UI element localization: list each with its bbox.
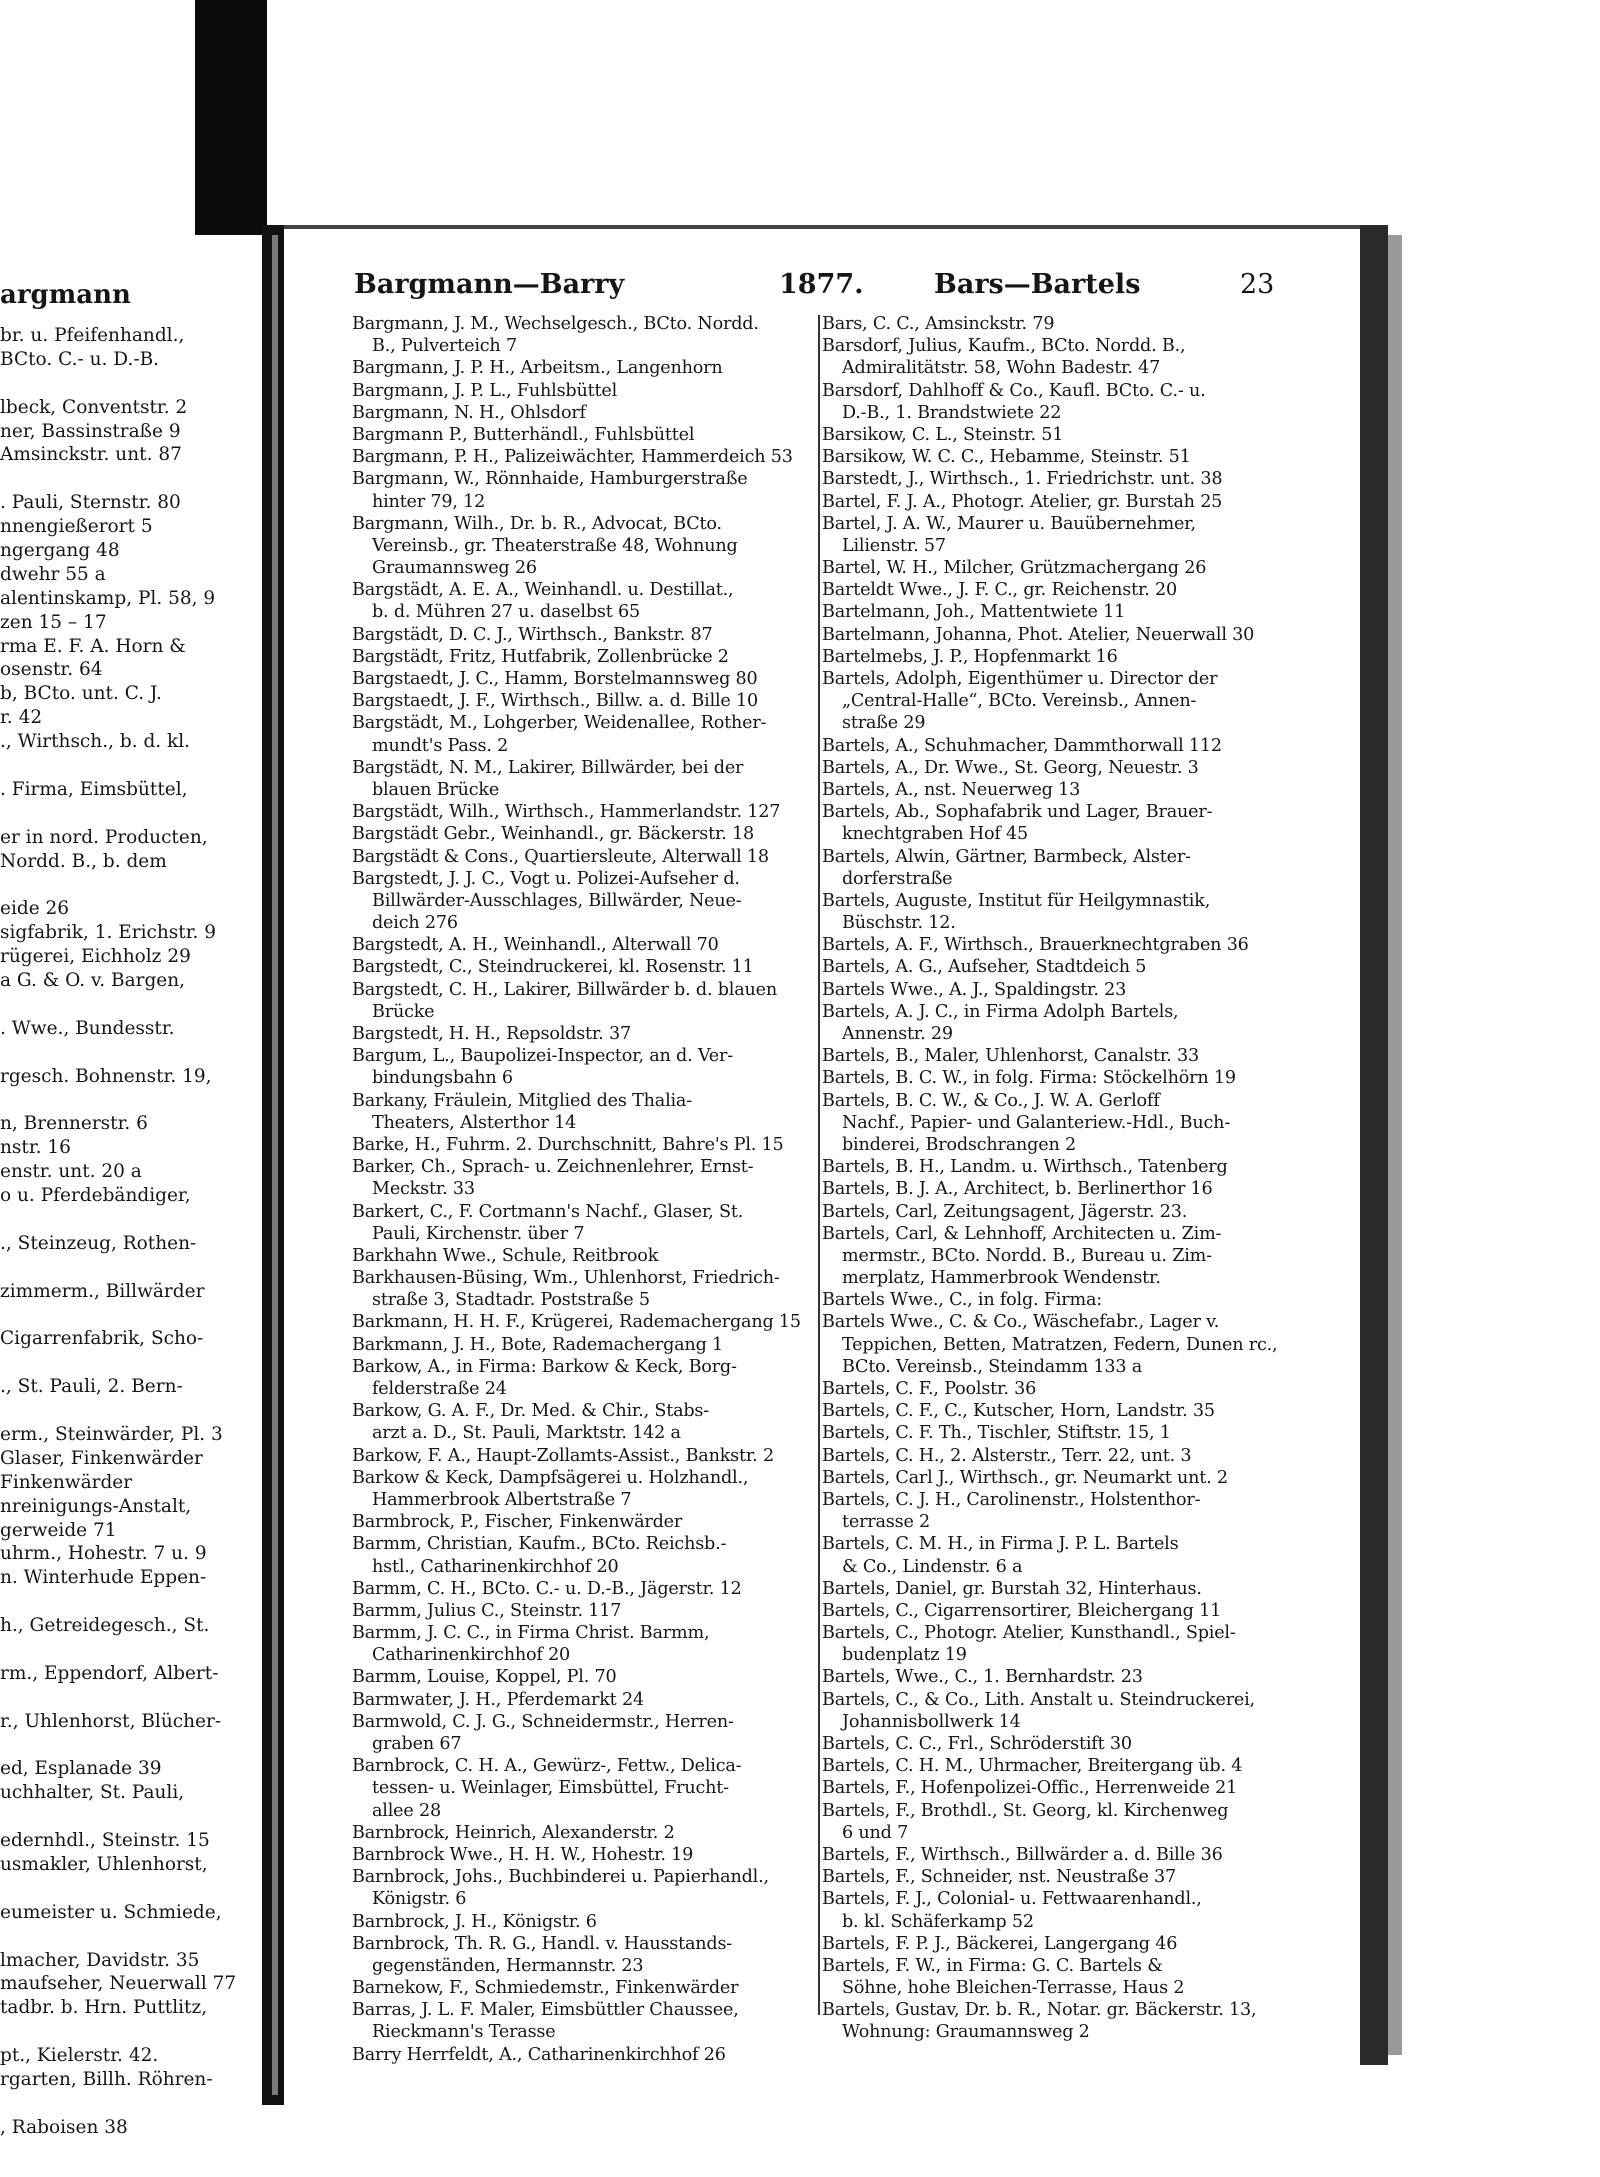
- left-page-line: lbeck, Conventstr. 2: [0, 396, 188, 418]
- left-page-line: nnengießerort 5: [0, 516, 153, 538]
- directory-entry-continuation: hinter 79, 12: [372, 491, 486, 512]
- directory-entry: Bargstedt, J. J. C., Vogt u. Polizei-Aufseher d.: [352, 868, 740, 889]
- directory-entry: Bartels, B. H., Landm. u. Wirthsch., Tatenberg: [822, 1157, 1228, 1178]
- left-page-line: sigfabrik, 1. Erichstr. 9: [0, 922, 217, 944]
- gutter-highlight: [272, 235, 278, 2095]
- directory-entry: Barkow, G. A. F., Dr. Med. & Chir., Stabs-: [352, 1401, 710, 1422]
- left-page-line: , Raboisen 38: [0, 2116, 128, 2138]
- column-divider: [818, 315, 820, 2015]
- directory-entry: Bartels, Auguste, Institut für Heilgymnastik,: [822, 890, 1211, 911]
- left-page-line: n. Winterhude Eppen-: [0, 1567, 207, 1589]
- page-right-edge: [1360, 225, 1388, 2065]
- directory-entry: Bargstedt, C. H., Lakirer, Billwärder b. d. blauen: [352, 979, 777, 1000]
- left-page-line: [0, 1686, 262, 1710]
- directory-entry: Bartels, C., Cigarrensortirer, Bleichergang 11: [822, 1600, 1222, 1621]
- directory-entry-continuation: „Central-Halle“, BCto. Vereinsb., Annen-: [842, 691, 1197, 712]
- directory-entry: Barnbrock Wwe., H. H. W., Hohestr. 19: [352, 1844, 694, 1865]
- left-page-line: rma E. F. A. Horn &: [0, 635, 186, 657]
- directory-entry: Bargmann, J. P. L., Fuhlsbüttel: [352, 380, 617, 401]
- left-page-line: a G. & O. v. Bargen,: [0, 970, 186, 992]
- directory-entry-continuation: graben 67: [372, 1734, 462, 1754]
- directory-entry: Barkany, Fräulein, Mitglied des Thalia-: [352, 1090, 692, 1111]
- directory-entry-continuation: binderei, Brodschrangen 2: [842, 1134, 1076, 1155]
- directory-entry: Barkhahn Wwe., Schule, Reitbrook: [352, 1245, 659, 1266]
- directory-entry-continuation: Königstr. 6: [372, 1889, 467, 1910]
- directory-page: [284, 229, 1360, 2099]
- left-page-line: uhrm., Hohestr. 7 u. 9: [0, 1543, 207, 1565]
- directory-entry-continuation: Catharinenkirchhof 20: [372, 1645, 571, 1666]
- directory-entry: Bartels, C., Photogr. Atelier, Kunsthandl., Spiel-: [822, 1623, 1236, 1644]
- directory-entry-continuation: deich 276: [372, 913, 458, 934]
- directory-entry: Bartels Wwe., A. J., Spaldingstr. 23: [822, 979, 1127, 1000]
- directory-entry: Bargstädt, D. C. J., Wirthsch., Bankstr. 87: [352, 624, 713, 645]
- directory-entry: Bartels, C. F., Poolstr. 36: [822, 1379, 1037, 1399]
- directory-entry: Barkmann, H. H. F., Krügerei, Rademachergang 15: [352, 1312, 801, 1333]
- directory-entry-continuation: 6 und 7: [842, 1822, 909, 1843]
- directory-entry: Bargstädt, Wilh., Wirthsch., Hammerlandstr. 127: [352, 802, 781, 823]
- directory-entry: Bartels Wwe., C. & Co., Wäschefabr., Lager v.: [822, 1312, 1220, 1333]
- left-page-line: [0, 1351, 262, 1375]
- directory-entry: Bartel, J. A. W., Maurer u. Bauübernehmer,: [822, 513, 1196, 534]
- directory-entry: Bargstädt & Cons., Quartiersleute, Alterwall 18: [352, 846, 769, 867]
- directory-entry: Barsikow, W. C. C., Hebamme, Steinstr. 51: [822, 447, 1191, 468]
- left-page-line: [0, 467, 262, 491]
- left-page-line: alentinskamp, Pl. 58, 9: [0, 587, 216, 609]
- directory-entry: Bars, C. C., Amsinckstr. 79: [822, 314, 1055, 334]
- directory-entry-continuation: BCto. Vereinsb., Steindamm 133 a: [842, 1356, 1143, 1377]
- left-page-line: [0, 1041, 262, 1065]
- left-page-line: rm., Eppendorf, Albert-: [0, 1662, 219, 1684]
- directory-entry: Bartels, F., Schneider, nst. Neustraße 37: [822, 1867, 1177, 1888]
- left-page-line: rgarten, Billh. Röhren-: [0, 2069, 213, 2091]
- directory-entry-continuation: felderstraße 24: [372, 1379, 507, 1399]
- directory-entry: Barsdorf, Julius, Kaufm., BCto. Nordd. B.,: [822, 336, 1186, 357]
- directory-entry: Barnbrock, Heinrich, Alexanderstr. 2: [352, 1822, 675, 1843]
- directory-entry-continuation: Söhne, hohe Bleichen-Terrasse, Haus 2: [842, 1978, 1185, 1999]
- running-head-left: Bargmann—Barry: [354, 269, 625, 300]
- directory-entry: Bargstädt, A. E. A., Weinhandl. u. Destillat.,: [352, 580, 734, 601]
- directory-entry: Bargstädt, N. M., Lakirer, Billwärder, bei der: [352, 757, 744, 778]
- left-page-line: [0, 1590, 262, 1614]
- directory-entry-continuation: Johannisbollwerk 14: [842, 1711, 1021, 1732]
- left-page-line: [0, 372, 262, 396]
- directory-entry-continuation: Meckstr. 33: [372, 1179, 475, 1200]
- left-page-line: rgesch. Bohnenstr. 19,: [0, 1065, 212, 1087]
- directory-entry: Bartels, Ab., Sophafabrik und Lager, Brauer-: [822, 802, 1213, 823]
- directory-entry: Bargstedt, H. H., Repsoldstr. 37: [352, 1024, 631, 1044]
- left-page-line: uchhalter, St. Pauli,: [0, 1782, 185, 1804]
- directory-entry: Bartel, F. J. A., Photogr. Atelier, gr. Burstah 25: [822, 491, 1223, 512]
- left-page-line: ner, Bassinstraße 9: [0, 420, 181, 442]
- directory-entry: Bartels, A., nst. Neuerweg 13: [822, 779, 1081, 800]
- left-page-line: Glaser, Finkenwärder: [0, 1447, 203, 1469]
- directory-entry: Barkow & Keck, Dampfsägerei u. Holzhandl.,: [352, 1467, 749, 1488]
- directory-entry-continuation: & Co., Lindenstr. 6 a: [842, 1556, 1023, 1577]
- left-page-line: [0, 1734, 262, 1758]
- left-page-line: [0, 1877, 262, 1901]
- left-page-line: [0, 1089, 262, 1113]
- page-top-edge: [284, 225, 1360, 229]
- left-page-line: nreinigungs-Anstalt,: [0, 1495, 192, 1517]
- directory-entry: Bargmann P., Butterhändl., Fuhlsbüttel: [352, 424, 695, 445]
- directory-entry-continuation: Brücke: [372, 1001, 435, 1022]
- directory-entry: Barkmann, J. H., Bote, Rademachergang 1: [352, 1334, 724, 1355]
- directory-entry-continuation: allee 28: [372, 1800, 441, 1821]
- left-page-line: [0, 1925, 262, 1949]
- directory-entry-continuation: Graumannsweg 26: [372, 558, 537, 579]
- directory-entry-continuation: Pauli, Kirchenstr. über 7: [372, 1223, 585, 1244]
- directory-entry: Bartelmebs, J. P., Hopfenmarkt 16: [822, 646, 1118, 667]
- directory-entry: Bargmann, P. H., Palizeiwächter, Hammerdeich 53: [352, 447, 793, 468]
- left-page-line: BCto. C.- u. D.-B.: [0, 348, 160, 370]
- left-page-line: er in nord. Producten,: [0, 826, 208, 848]
- directory-entry-continuation: B., Pulverteich 7: [372, 336, 517, 357]
- directory-entry: Barkow, A., in Firma: Barkow & Keck, Borg-: [352, 1356, 737, 1377]
- directory-entry-continuation: merplatz, Hammerbrook Wendenstr.: [842, 1268, 1161, 1289]
- left-page-line: [0, 2020, 262, 2044]
- directory-entry: Barmm, C. H., BCto. C.- u. D.-B., Jägerstr. 12: [352, 1578, 742, 1599]
- left-page-line: [0, 1399, 262, 1423]
- directory-entry: Barsikow, C. L., Steinstr. 51: [822, 424, 1064, 445]
- page-number: 23: [1240, 269, 1275, 300]
- left-page-line: eumeister u. Schmiede,: [0, 1901, 222, 1923]
- directory-entry: Bartels, F., Hofenpolizei-Offic., Herrenweide 21: [822, 1778, 1238, 1799]
- left-page-line: o u. Pferdebändiger,: [0, 1185, 191, 1207]
- directory-entry: Bartelmann, Johanna, Phot. Atelier, Neuerwall 30: [822, 624, 1255, 645]
- directory-entry-continuation: budenplatz 19: [842, 1645, 967, 1666]
- left-page-line: gerweide 71: [0, 1519, 117, 1541]
- left-page-line: ngergang 48: [0, 540, 120, 562]
- left-page-line: ed, Esplanade 39: [0, 1758, 162, 1780]
- entries-column-right: [822, 313, 1292, 2044]
- directory-entry-continuation: Rieckmann's Terasse: [372, 2022, 556, 2043]
- directory-entry: Bargstädt, M., Lohgerber, Weidenallee, Rother-: [352, 713, 767, 734]
- left-page-line: Nordd. B., b. dem: [0, 850, 167, 872]
- running-head-year: 1877.: [779, 269, 864, 300]
- directory-entry: Bartels, A. F., Wirthsch., Brauerknechtgraben 36: [822, 935, 1249, 956]
- left-page-line: nstr. 16: [0, 1137, 71, 1159]
- directory-entry: Bargmann, J. P. H., Arbeitsm., Langenhorn: [352, 358, 723, 379]
- left-page-line: [0, 1638, 262, 1662]
- directory-entry-continuation: tessen- u. Weinlager, Eimsbüttel, Frucht-: [372, 1778, 729, 1799]
- directory-entry: Bartels, F., Brothdl., St. Georg, kl. Kirchenweg: [822, 1800, 1229, 1821]
- left-page-line: [0, 873, 262, 897]
- directory-entry-continuation: Vereinsb., gr. Theaterstraße 48, Wohnung: [372, 535, 738, 556]
- left-page-line: [0, 802, 262, 826]
- directory-entry: Bartels, C. H. M., Uhrmacher, Breitergang üb. 4: [822, 1756, 1243, 1777]
- left-page-line: [0, 993, 262, 1017]
- directory-entry-continuation: gegenständen, Hermannstr. 23: [372, 1955, 644, 1976]
- directory-entry: Bargstedt, C., Steindruckerei, kl. Rosenstr. 11: [352, 957, 754, 978]
- directory-entry: Barker, Ch., Sprach- u. Zeichnenlehrer, Ernst-: [352, 1157, 754, 1178]
- directory-entry: Bartels Wwe., C., in folg. Firma:: [822, 1290, 1102, 1311]
- directory-entry-continuation: straße 29: [842, 713, 926, 734]
- directory-entry-continuation: Theaters, Alsterthor 14: [372, 1112, 577, 1133]
- directory-entry: Barteldt Wwe., J. F. C., gr. Reichenstr. 20: [822, 580, 1178, 601]
- directory-entry: Barmbrock, P., Fischer, Finkenwärder: [352, 1512, 683, 1533]
- directory-entry: Bartels, C. J. H., Carolinenstr., Holstenthor-: [822, 1489, 1201, 1510]
- running-head-right: Bars—Bartels: [934, 269, 1141, 300]
- directory-entry: Bargum, L., Baupolizei-Inspector, an d. Ver-: [352, 1046, 733, 1067]
- directory-entry: Bartel, W. H., Milcher, Grützmachergang 26: [822, 558, 1207, 579]
- directory-entry-continuation: blauen Brücke: [372, 779, 500, 800]
- directory-entry: Barmm, J. C. C., in Firma Christ. Barmm,: [352, 1623, 710, 1644]
- directory-entry: Barnbrock, Th. R. G., Handl. v. Hausstands-: [352, 1933, 733, 1954]
- left-page-fragment: [0, 240, 262, 2138]
- directory-entry-continuation: knechtgraben Hof 45: [842, 824, 1029, 845]
- left-page-line: ., Steinzeug, Rothen-: [0, 1232, 197, 1254]
- left-page-line: zimmerm., Billwärder: [0, 1280, 205, 1302]
- left-page-line: . Firma, Eimsbüttel,: [0, 778, 188, 800]
- directory-entry: Bargmann, J. M., Wechselgesch., BCto. Nordd.: [352, 314, 759, 334]
- left-page-line: ., St. Pauli, 2. Bern-: [0, 1376, 183, 1398]
- directory-entry-continuation: straße 3, Stadtadr. Poststraße 5: [372, 1290, 650, 1311]
- left-page-line: osenstr. 64: [0, 659, 103, 681]
- directory-entry: Barmwold, C. J. G., Schneidermstr., Herren-: [352, 1711, 734, 1732]
- left-page-lines: [0, 324, 262, 2140]
- left-page-line: maufseher, Neuerwall 77: [0, 1973, 237, 1995]
- directory-entry: Barnbrock, Johs., Buchbinderei u. Papierhandl.,: [352, 1867, 769, 1888]
- directory-entry-continuation: Büschstr. 12.: [842, 913, 956, 934]
- left-page-line: br. u. Pfeifenhandl.,: [0, 325, 185, 346]
- left-page-line: erm., Steinwärder, Pl. 3: [0, 1423, 223, 1445]
- directory-entry: Bargmann, N. H., Ohlsdorf: [352, 402, 586, 423]
- left-page-line: rügerei, Eichholz 29: [0, 946, 191, 968]
- left-page-line: ., Wirthsch., b. d. kl.: [0, 731, 191, 753]
- directory-entry: Bargstädt Gebr., Weinhandl., gr. Bäckerstr. 18: [352, 824, 755, 845]
- directory-entry: Bartels, Daniel, gr. Burstah 32, Hinterhaus.: [822, 1578, 1202, 1599]
- directory-entry-continuation: D.-B., 1. Brandstwiete 22: [842, 402, 1062, 423]
- left-page-line: tadbr. b. Hrn. Puttlitz,: [0, 1997, 208, 2019]
- left-page-line: usmakler, Uhlenhorst,: [0, 1854, 208, 1875]
- directory-entry: Bartels, F. W., in Firma: G. C. Bartels &: [822, 1955, 1163, 1976]
- directory-entry-continuation: bindungsbahn 6: [372, 1068, 513, 1089]
- directory-entry: Bartels, A. G., Aufseher, Stadtdeich 5: [822, 957, 1147, 978]
- left-page-line: n, Brennerstr. 6: [0, 1113, 148, 1135]
- directory-entry-continuation: Hammerbrook Albertstraße 7: [372, 1489, 632, 1510]
- left-page-line: zen 15 – 17: [0, 611, 107, 633]
- directory-entry-continuation: terrasse 2: [842, 1512, 931, 1533]
- left-page-line: enstr. unt. 20 a: [0, 1161, 142, 1183]
- directory-entry: Bartels, A. J. C., in Firma Adolph Bartels,: [822, 1001, 1179, 1022]
- directory-entry: Bartels, C. H., 2. Alsterstr., Terr. 22, unt. 3: [822, 1445, 1192, 1466]
- directory-entry: Bartels, A., Schuhmacher, Dammthorwall 112: [822, 735, 1222, 756]
- directory-entry-continuation: Admiralitätstr. 58, Wohn Badestr. 47: [842, 358, 1161, 379]
- directory-entry: Bartels, C. M. H., in Firma J. P. L. Bartels: [822, 1534, 1179, 1555]
- directory-entry-continuation: Wohnung: Graumannsweg 2: [842, 2022, 1090, 2043]
- left-page-line: Cigarrenfabrik, Scho-: [0, 1328, 204, 1350]
- entries-column-left: [352, 313, 814, 2066]
- directory-entry: Bartels, A., Dr. Wwe., St. Georg, Neuestr. 3: [822, 757, 1199, 778]
- directory-entry: Barsdorf, Dahlhoff & Co., Kaufl. BCto. C.- u.: [822, 380, 1206, 401]
- directory-entry: Bargstedt, A. H., Weinhandl., Alterwall 70: [352, 935, 719, 956]
- directory-entry: Bartels, B., Maler, Uhlenhorst, Canalstr. 33: [822, 1046, 1199, 1067]
- directory-entry: Barke, H., Fuhrm. 2. Durchschnitt, Bahre's Pl. 15: [352, 1134, 784, 1155]
- running-head: [284, 269, 1360, 309]
- directory-entry: Barkhausen-Büsing, Wm., Uhlenhorst, Friedrich-: [352, 1268, 780, 1289]
- directory-entry: Bartels, F. J., Colonial- u. Fettwaarenhandl.,: [822, 1889, 1202, 1910]
- directory-entry: Bartels, C. F., C., Kutscher, Horn, Landstr. 35: [822, 1401, 1215, 1422]
- directory-entry: Bartelmann, Joh., Mattentwiete 11: [822, 602, 1126, 623]
- directory-entry: Barnbrock, J. H., Königstr. 6: [352, 1911, 597, 1932]
- directory-entry: Barras, J. L. F. Maler, Eimsbüttler Chaussee,: [352, 2000, 739, 2021]
- directory-entry: Bargmann, W., Rönnhaide, Hamburgerstraße: [352, 469, 748, 490]
- left-page-line: [0, 1304, 262, 1328]
- directory-entry: Bargstaedt, J. F., Wirthsch., Billw. a. d. Bille 10: [352, 691, 759, 712]
- directory-entry: Barnbrock, C. H. A., Gewürz-, Fettw., Delica-: [352, 1756, 742, 1777]
- left-page-line: . Wwe., Bundesstr.: [0, 1017, 175, 1039]
- directory-entry-continuation: Nachf., Papier- und Galanteriew.-Hdl., Buch-: [842, 1112, 1231, 1133]
- left-page-line: eide 26: [0, 898, 70, 920]
- left-page-line: Finkenwärder: [0, 1471, 133, 1493]
- directory-entry: Barmm, Julius C., Steinstr. 117: [352, 1600, 622, 1621]
- left-page-line: dwehr 55 a: [0, 563, 106, 585]
- directory-entry-continuation: Lilienstr. 57: [842, 535, 946, 556]
- left-page-line: r. 42: [0, 707, 43, 729]
- directory-entry: Bartels, B. C. W., & Co., J. W. A. Gerloff: [822, 1090, 1160, 1111]
- left-page-line: lmacher, Davidstr. 35: [0, 1949, 200, 1971]
- page-right-shadow: [1388, 235, 1402, 2055]
- left-page-line: h., Getreidegesch., St.: [0, 1615, 210, 1637]
- left-page-header: argmann: [0, 280, 131, 310]
- directory-entry: Bartels, Wwe., C., 1. Bernhardstr. 23: [822, 1667, 1143, 1688]
- directory-entry-continuation: b. d. Mühren 27 u. daselbst 65: [372, 602, 640, 623]
- left-page-line: edernhdl., Steinstr. 15: [0, 1830, 210, 1852]
- directory-entry: Barmm, Louise, Koppel, Pl. 70: [352, 1667, 617, 1688]
- directory-entry: Barmm, Christian, Kaufm., BCto. Reichsb.-: [352, 1534, 727, 1555]
- directory-entry-continuation: Annenstr. 29: [842, 1024, 953, 1044]
- directory-entry: Barkert, C., F. Cortmann's Nachf., Glaser, St.: [352, 1201, 744, 1222]
- directory-entry: Bargmann, Wilh., Dr. b. R., Advocat, BCto.: [352, 513, 722, 534]
- directory-entry: Bartels, F., Wirthsch., Billwärder a. d. Bille 36: [822, 1844, 1223, 1865]
- directory-entry: Bartels, Alwin, Gärtner, Barmbeck, Alster-: [822, 846, 1191, 867]
- directory-entry: Bargstädt, Fritz, Hutfabrik, Zollenbrücke 2: [352, 646, 729, 667]
- directory-entry: Barmwater, J. H., Pferdemarkt 24: [352, 1689, 644, 1710]
- left-page-line: [0, 1256, 262, 1280]
- left-page-line: [0, 1208, 262, 1232]
- left-page-line: [0, 2092, 262, 2116]
- directory-entry-continuation: Teppichen, Betten, Matratzen, Federn, Dunen rc.,: [842, 1334, 1278, 1355]
- directory-entry-continuation: Billwärder-Ausschlages, Billwärder, Neue-: [372, 890, 742, 911]
- left-page-line: [0, 1805, 262, 1829]
- directory-entry: Bartels, Adolph, Eigenthümer u. Director der: [822, 669, 1218, 689]
- directory-entry: Barkow, F. A., Haupt-Zollamts-Assist., Bankstr. 2: [352, 1445, 774, 1466]
- directory-entry: Bartels, B. C. W., in folg. Firma: Stöckelhörn 19: [822, 1068, 1236, 1089]
- directory-entry-continuation: mundt's Pass. 2: [372, 735, 509, 756]
- left-page-line: b, BCto. unt. C. J.: [0, 683, 162, 705]
- directory-entry-continuation: hstl., Catharinenkirchhof 20: [372, 1556, 619, 1577]
- left-page-line: . Pauli, Sternstr. 80: [0, 492, 181, 514]
- directory-entry: Bartels, C., & Co., Lith. Anstalt u. Steindruckerei,: [822, 1689, 1255, 1710]
- directory-entry: Bargstaedt, J. C., Hamm, Borstelmannsweg 80: [352, 669, 758, 689]
- left-page-line: Amsinckstr. unt. 87: [0, 444, 182, 466]
- directory-entry: Bartels, Gustav, Dr. b. R., Notar. gr. Bäckerstr. 13,: [822, 2000, 1257, 2021]
- directory-entry-continuation: mermstr., BCto. Nordd. B., Bureau u. Zim-: [842, 1245, 1212, 1266]
- directory-entry: Barry Herrfeldt, A., Catharinenkirchhof 26: [352, 2044, 726, 2065]
- left-page-line: r., Uhlenhorst, Blücher-: [0, 1710, 222, 1732]
- directory-entry: Bartels, Carl, & Lehnhoff, Architecten u. Zim-: [822, 1223, 1222, 1244]
- left-page-line: [0, 754, 262, 778]
- book-spine-shadow: [195, 0, 267, 235]
- directory-entry: Bartels, F. P. J., Bäckerei, Langergang 46: [822, 1933, 1178, 1954]
- directory-entry: Bartels, Carl, Zeitungsagent, Jägerstr. 23.: [822, 1201, 1188, 1222]
- directory-entry: Bartels, C. F. Th., Tischler, Stiftstr. 15, 1: [822, 1423, 1171, 1444]
- directory-entry: Bartels, Carl J., Wirthsch., gr. Neumarkt unt. 2: [822, 1467, 1228, 1488]
- directory-entry: Barnekow, F., Schmiedemstr., Finkenwärder: [352, 1978, 739, 1999]
- directory-entry: Bartels, C. C., Frl., Schröderstift 30: [822, 1734, 1132, 1754]
- directory-entry: Barstedt, J., Wirthsch., 1. Friedrichstr. unt. 38: [822, 469, 1223, 490]
- directory-entry-continuation: arzt a. D., St. Pauli, Marktstr. 142 a: [372, 1423, 681, 1444]
- directory-entry-continuation: b. kl. Schäferkamp 52: [842, 1911, 1034, 1932]
- directory-entry-continuation: dorferstraße: [842, 868, 953, 889]
- directory-entry: Bartels, B. J. A., Architect, b. Berlinerthor 16: [822, 1179, 1213, 1200]
- left-page-line: pt., Kielerstr. 42.: [0, 2045, 159, 2067]
